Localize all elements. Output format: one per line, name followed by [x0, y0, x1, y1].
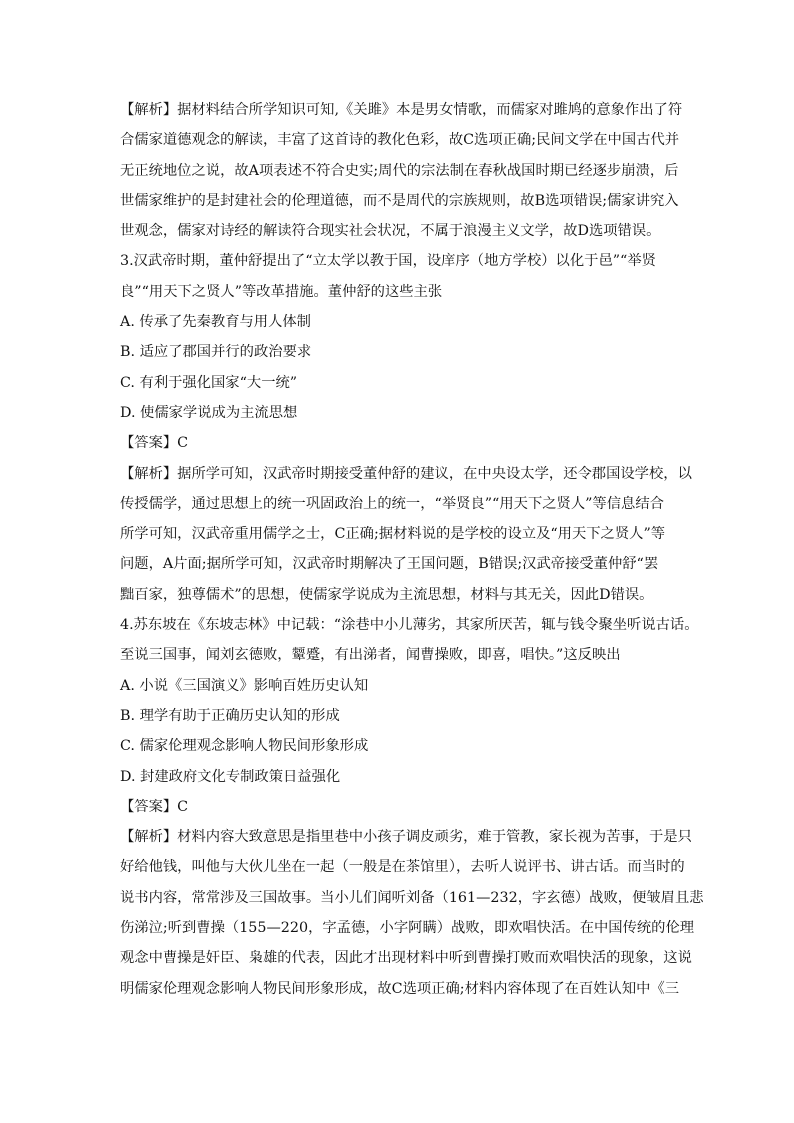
question-4-stem-line-1: 4.苏东坡在《东坡志林》中记载：“涂巷中小儿薄劣，其家所厌苦，辄与钱令聚坐听说古话。	[120, 617, 699, 634]
question-4-option-d: D. 封建政府文化专制政策日益强化	[120, 768, 341, 785]
question-3-option-d: D. 使儒家学说成为主流思想	[120, 404, 298, 421]
analysis-q2-line-2: 合儒家道德观念的解读，丰富了这首诗的教化色彩，故C选项正确;民间文学在中国古代并	[120, 132, 680, 149]
analysis-q3-line-3: 所学可知，汉武帝重用儒学之士，C正确;据材料说的是学校的设立及“用天下之贤人”等	[120, 526, 666, 543]
analysis-q4-line-3: 说书内容，常常涉及三国故事。当小儿们闻听刘备（161—232，字玄德）战败，便皱眉且悲	[120, 889, 704, 906]
analysis-q4-line-2: 好给他钱，叫他与大伙儿坐在一起（一般是在茶馆里），去听人说评书、讲古话。而当时的	[120, 859, 685, 876]
question-3-option-a: A. 传承了先秦教育与用人体制	[120, 314, 311, 331]
analysis-q2-line-4: 世儒家维护的是封建社会的伦理道德，而不是周代的宗族规则，故B选项错误;儒家讲究入	[120, 192, 679, 209]
document-body	[120, 95, 704, 1004]
question-4-option-a: A. 小说《三国演义》影响百姓历史认知	[120, 677, 369, 694]
question-4-stem-line-2: 至说三国事，闻刘玄德败，颦蹙，有出涕者，闻曹操败，即喜，唱快。”这反映出	[120, 647, 621, 664]
analysis-q4-line-1: 【解析】材料内容大致意思是指里巷中小孩子调皮顽劣，难于管教，家长视为苦事，于是只	[120, 829, 692, 846]
analysis-q2-line-5: 世观念，儒家对诗经的解读符合现实社会状况，不属于浪漫主义文学，故D选项错误。	[120, 223, 661, 240]
analysis-q4-line-5: 观念中曹操是奸臣、枭雄的代表，因此才出现材料中听到曹操打败而欢唱快活的现象，这说	[120, 950, 692, 967]
question-4-option-c: C. 儒家伦理观念影响人物民间形象形成	[120, 738, 369, 755]
analysis-q3-line-5: 黜百家，独尊儒术”的思想，使儒家学说成为主流思想，材料与其无关，因此D错误。	[120, 586, 654, 603]
analysis-q3-line-1: 【解析】据所学可知，汉武帝时期接受董仲舒的建议，在中央设太学，还令郡国设学校，以	[120, 465, 692, 482]
question-3-option-c: C. 有利于强化国家“大一统”	[120, 374, 298, 391]
analysis-q2-line-3: 无正统地位之说，故A项表述不符合史实;周代的宗法制在春秋战国时期已经逐步崩溃，后	[120, 162, 679, 179]
question-3-option-b: B. 适应了郡国并行的政治要求	[120, 344, 312, 361]
analysis-q2-line-1: 【解析】据材料结合所学知识可知,《关雎》本是男女情歌，而儒家对雎鸠的意象作出了符	[120, 102, 683, 118]
analysis-q3-line-4: 问题，A片面;据所学可知，汉武帝时期解决了王国问题，B错误;汉武帝接受董仲舒“罢	[120, 556, 659, 573]
question-3-answer: 【答案】C	[120, 435, 189, 452]
question-4-answer: 【答案】C	[120, 798, 189, 815]
question-3-stem-line-1: 3.汉武帝时期，董仲舒提出了“立太学以教于国，设庠序（地方学校）以化于邑”“举贤	[120, 253, 656, 270]
analysis-q4-line-4: 伤涕泣;听到曹操（155—220，字孟德，小字阿瞒）战败，即欢唱快活。在中国传统的伦理	[120, 920, 695, 937]
question-4-option-b: B. 理学有助于正确历史认知的形成	[120, 707, 340, 724]
analysis-q3-line-2: 传授儒学，通过思想上的统一巩固政治上的统一，“举贤良”“用天下之贤人”等信息结合	[120, 495, 664, 512]
analysis-q4-line-6: 明儒家伦理观念影响人物民间形象形成，故C选项正确;材料内容体现了在百姓认知中《三	[120, 980, 680, 997]
question-3-stem-line-2: 良”“用天下之贤人”等改革措施。董仲舒的这些主张	[120, 283, 443, 300]
